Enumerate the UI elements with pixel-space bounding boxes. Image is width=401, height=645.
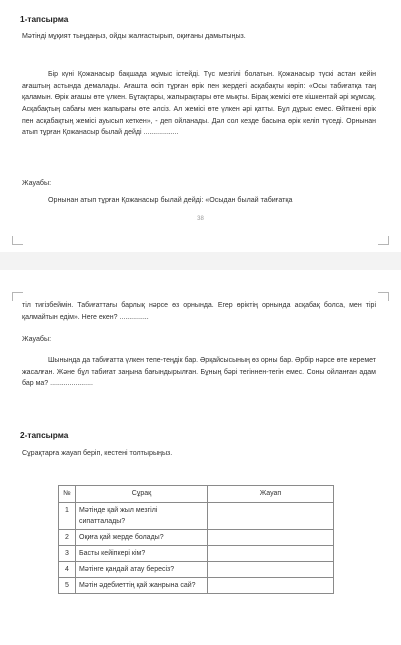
answer-label: Жауабы: bbox=[22, 179, 52, 187]
crop-mark-bottom-right bbox=[378, 236, 389, 245]
continuation-text: тіл тигізбеймін. Табиғаттағы барлық нәрсе өз орнында. Егер өріктің орнында асқабақ болса, мен тірі қалмайтын едім». Неге екен? ............... bbox=[22, 302, 376, 321]
crop-mark-top-right bbox=[378, 292, 389, 301]
row-question: Мәтінге қандай атау бересіз? bbox=[76, 562, 208, 578]
story-text: Бір күні Қожанасыр бақшада жұмыс істейді. Түс мезгілі болатын. Қожанасыр түскі астан кейін ағаштың астында демалады. Ағашта өсіп тұрған өрік пен жердегі асқабақты көріп: «Осы табиғатқа таң қаламын. Өрік ағашы өте үлкен. Бұтақтары, жапырақтары өте мықты. Бірақ жемісі өте кішкентай әрі жұмсақ. Асқабақтың сабағы мен жапырағы өте әлсіз. Ал жемісі өте үлкен әрі қатты. Бұл дұрыс емес. Өйткені өрік пен асқабақтың жемісі ауысып кеткен», - деп ойланады. Дәл сол кезде басына өрік келіп түседі. Орнынан атып тұрған Қожанасыр былай дейді .................. bbox=[22, 71, 376, 137]
header-question: Сұрақ bbox=[76, 486, 208, 503]
task1-instruction: Мәтінді мұқият тыңдаңыз, ойды жалғастырып, оқиғаны дамытыңыз. bbox=[22, 32, 246, 40]
header-number: № bbox=[59, 486, 76, 503]
row-number: 2 bbox=[59, 530, 76, 546]
task2-instruction: Сұрақтарға жауап беріп, кестені толтырыңыз. bbox=[22, 449, 173, 457]
row-answer-cell[interactable] bbox=[208, 578, 334, 594]
story-paragraph bbox=[22, 69, 376, 139]
answer-text: Шынында да табиғатта үлкен тепе-теңдік бар. Әрқайсысының өз орны бар. Әрбір нәрсе өте керемет жасалған. Және бұл табиғат заңына бағындырылған. Бұның бәрі тегіннен-тегін емес. Соны ойланған адам бар ма? ...................... bbox=[22, 357, 376, 388]
table-row bbox=[59, 530, 334, 546]
page-bottom bbox=[0, 270, 401, 645]
row-number: 4 bbox=[59, 562, 76, 578]
answer-paragraph bbox=[22, 355, 376, 390]
row-question: Мәтін әдебиеттің қай жанрына сай? bbox=[76, 578, 208, 594]
page-gap bbox=[0, 252, 401, 270]
header-answer: Жауап bbox=[208, 486, 334, 503]
row-number: 1 bbox=[59, 503, 76, 530]
row-answer-cell[interactable] bbox=[208, 546, 334, 562]
table-row bbox=[59, 578, 334, 594]
row-question: Оқиға қай жерде болады? bbox=[76, 530, 208, 546]
row-number: 5 bbox=[59, 578, 76, 594]
table-header-row bbox=[59, 486, 334, 503]
row-question: Мәтінде қай жыл мезгілі сипатталады? bbox=[76, 503, 208, 530]
task2-title: 2-тапсырма bbox=[20, 430, 69, 440]
row-number: 3 bbox=[59, 546, 76, 562]
story-continuation bbox=[22, 300, 376, 323]
table-row bbox=[59, 546, 334, 562]
page-number: 38 bbox=[197, 216, 204, 222]
task1-title: 1-тапсырма bbox=[20, 14, 69, 24]
row-answer-cell[interactable] bbox=[208, 562, 334, 578]
table-row bbox=[59, 503, 334, 530]
table-row bbox=[59, 562, 334, 578]
page-top bbox=[0, 0, 401, 252]
row-answer-cell[interactable] bbox=[208, 530, 334, 546]
row-question: Басты кейіпкері кім? bbox=[76, 546, 208, 562]
row-answer-cell[interactable] bbox=[208, 503, 334, 530]
crop-mark-bottom-left bbox=[12, 236, 23, 245]
answer-line: Орнынан атып тұрған Қожанасыр былай дейді: «Осыдан былай табиғатқа bbox=[48, 196, 293, 204]
answer-label-2: Жауабы: bbox=[22, 335, 52, 343]
questions-table bbox=[58, 485, 334, 594]
